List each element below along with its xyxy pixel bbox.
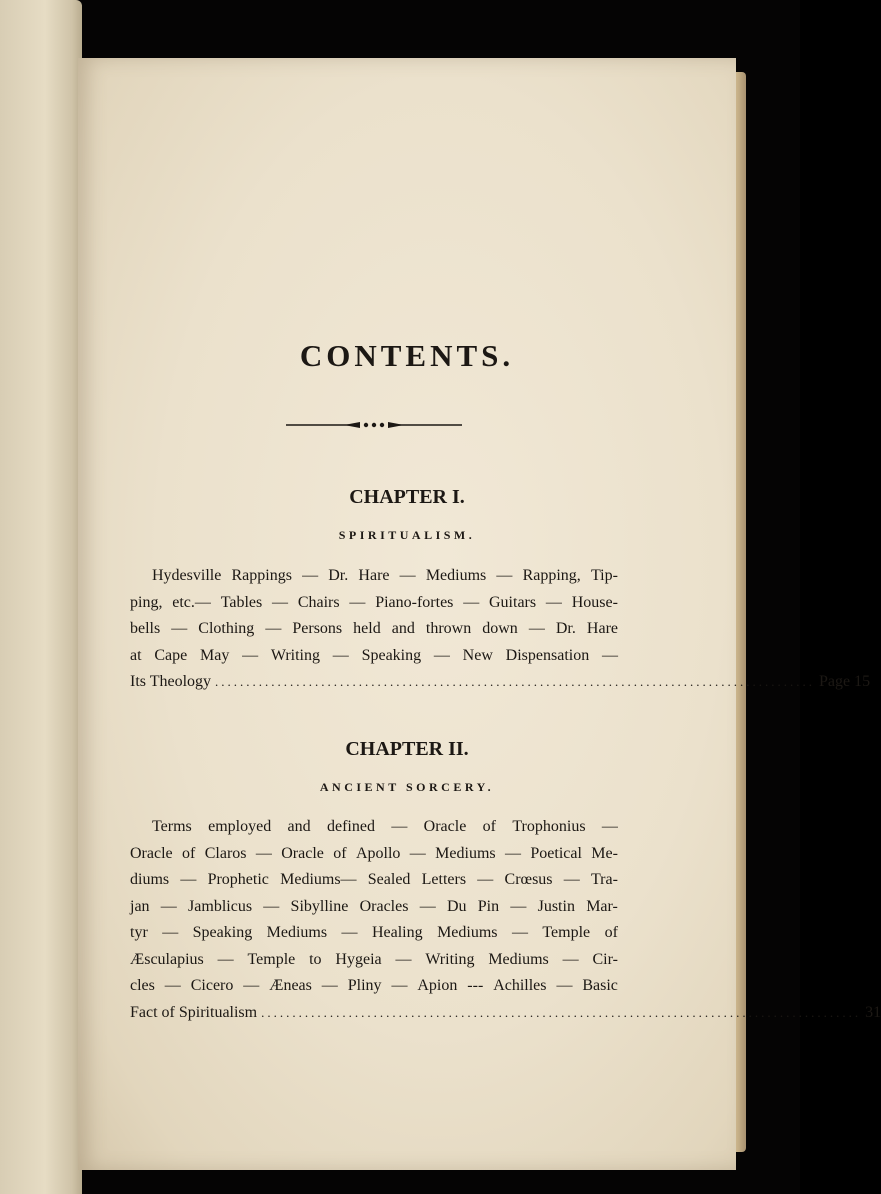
- contents-page: [78, 58, 881, 1170]
- summary-line: [130, 563, 618, 590]
- summary-word: Writing: [270, 646, 320, 664]
- summary-word: —: [349, 593, 366, 611]
- summary-word: Terms: [152, 818, 192, 835]
- summary-word: Chairs: [297, 593, 340, 611]
- summary-word: Pin: [477, 897, 500, 915]
- summary-word: Hare: [586, 620, 618, 637]
- dot-leader: ................................................................................................: [215, 674, 816, 689]
- summary-word: Speaking: [192, 924, 253, 941]
- summary-word: —: [505, 844, 521, 862]
- summary-word: —: [395, 950, 412, 968]
- summary-word: and: [391, 620, 415, 637]
- summary-word: Hygeia: [335, 950, 382, 968]
- chapter-1-subject: SPIRITUALISM.: [338, 528, 476, 542]
- summary-word: Hydesville: [152, 567, 222, 584]
- summary-word: —: [391, 977, 408, 994]
- summary-word: Pliny: [347, 977, 382, 994]
- summary-word: —: [180, 871, 197, 888]
- summary-word: Oracle: [423, 818, 467, 835]
- summary-line: [130, 643, 618, 670]
- summary-word: —: [528, 620, 545, 637]
- summary-word: Jamblicus: [188, 897, 253, 915]
- summary-last-line: [130, 1000, 881, 1027]
- summary-word: defined: [327, 818, 375, 835]
- summary-word: House-: [571, 593, 618, 611]
- summary-word: —: [602, 646, 618, 664]
- summary-word: Clothing: [198, 620, 255, 637]
- summary-word: Letters: [421, 871, 467, 888]
- summary-word: —: [601, 818, 618, 835]
- chapter-1-heading: CHAPTER I.: [349, 486, 465, 508]
- summary-word: —: [272, 593, 289, 611]
- summary-word: —: [243, 977, 260, 994]
- summary-word: Writing: [425, 950, 475, 968]
- summary-word: of: [482, 818, 496, 835]
- summary-word: —: [171, 620, 188, 637]
- summary-word: Tip-: [590, 567, 618, 584]
- summary-word: New: [462, 646, 493, 664]
- summary-word: —: [399, 567, 416, 584]
- page-title: CONTENTS.: [299, 338, 515, 373]
- summary-word: thrown: [425, 620, 472, 637]
- summary-word: Mar-: [586, 897, 618, 915]
- summary-word: Hare: [358, 567, 390, 584]
- summary-word: —: [160, 897, 177, 915]
- summary-line-end: Its Theology: [130, 673, 212, 690]
- summary-word: Æneas: [269, 977, 312, 994]
- summary-word: Mediums: [435, 844, 496, 862]
- summary-word: held: [353, 620, 381, 637]
- chapter-2-subject: ANCIENT SORCERY.: [319, 780, 495, 794]
- summary-word: —: [545, 593, 562, 611]
- summary-line: [130, 814, 618, 841]
- chapter-2-summary: [130, 814, 881, 1026]
- summary-word: —: [419, 897, 436, 915]
- summary-word: Oracles: [359, 897, 409, 915]
- summary-word: at: [130, 646, 142, 664]
- summary-word: Mediums: [266, 924, 328, 941]
- summary-word: —: [162, 924, 179, 941]
- summary-word: Tables: [220, 593, 263, 611]
- summary-word: Achilles: [493, 977, 547, 994]
- summary-word: Apion: [417, 977, 458, 994]
- summary-word: Rappings: [231, 567, 292, 584]
- summary-word: Trophonius: [512, 818, 586, 835]
- chapter-1-summary: [130, 563, 871, 696]
- summary-word: Persons: [292, 620, 343, 637]
- summary-word: of: [333, 844, 347, 862]
- summary-line-end: Fact of Spiritualism: [130, 1003, 258, 1021]
- summary-line: [130, 867, 618, 894]
- summary-word: Cicero: [190, 977, 234, 994]
- summary-word: —: [265, 620, 282, 637]
- summary-word: Claros: [204, 844, 247, 862]
- summary-word: diums: [130, 871, 170, 888]
- summary-word: bells: [130, 620, 161, 637]
- summary-word: to: [309, 950, 322, 968]
- summary-word: —: [242, 646, 259, 664]
- summary-word: Temple: [542, 924, 591, 941]
- summary-word: May: [199, 646, 230, 664]
- summary-word: Rapping,: [522, 567, 581, 584]
- summary-word: Æsculapius: [130, 950, 204, 968]
- summary-word: Temple: [247, 950, 296, 968]
- summary-word: employed: [208, 818, 272, 835]
- summary-word: Cir-: [592, 950, 618, 968]
- summary-word: tyr: [130, 924, 148, 941]
- summary-line: [130, 894, 618, 921]
- summary-word: Mediums: [425, 567, 487, 584]
- summary-word: —: [556, 977, 573, 994]
- summary-word: —: [164, 977, 181, 994]
- summary-word: Healing: [371, 924, 423, 941]
- summary-word: Prophetic: [207, 871, 269, 888]
- summary-line: [130, 947, 618, 974]
- summary-line: [130, 920, 618, 947]
- summary-line: [130, 616, 618, 643]
- ornament-divider: [286, 418, 462, 432]
- summary-word: ---: [467, 977, 484, 994]
- summary-word: —: [477, 871, 494, 888]
- summary-word: —: [217, 950, 234, 968]
- summary-word: cles: [130, 977, 155, 994]
- summary-word: —: [496, 567, 513, 584]
- summary-word: Piano-fortes: [375, 593, 454, 611]
- dot-leader: ................................................................................................: [261, 1004, 862, 1020]
- summary-word: —: [332, 646, 349, 664]
- summary-word: Mediums: [488, 950, 549, 968]
- summary-word: Dr.: [328, 567, 349, 584]
- left-page-edge: [0, 0, 82, 1194]
- summary-word: Cape: [154, 646, 188, 664]
- summary-word: Sibylline: [290, 897, 349, 915]
- summary-word: etc.—: [172, 593, 211, 611]
- summary-word: Speaking: [361, 646, 422, 664]
- summary-word: Mediums—: [280, 871, 357, 888]
- summary-word: down: [482, 620, 518, 637]
- summary-word: Basic: [582, 977, 618, 994]
- summary-word: Crœsus: [504, 871, 553, 888]
- summary-word: —: [433, 646, 450, 664]
- summary-word: —: [510, 897, 527, 915]
- summary-word: —: [391, 818, 408, 835]
- summary-word: Dispensation: [505, 646, 590, 664]
- summary-word: ping,: [130, 593, 163, 611]
- summary-word: Apollo: [355, 844, 401, 862]
- summary-word: —: [463, 593, 480, 611]
- summary-line: [130, 590, 618, 617]
- summary-word: Poetical: [530, 844, 582, 862]
- summary-word: of: [182, 844, 196, 862]
- summary-word: —: [562, 950, 579, 968]
- summary-word: Dr.: [555, 620, 576, 637]
- summary-last-line: [130, 669, 871, 696]
- summary-word: Sealed: [367, 871, 411, 888]
- summary-word: Mediums: [437, 924, 498, 941]
- summary-word: —: [321, 977, 338, 994]
- chapter-2-heading: CHAPTER II.: [345, 738, 469, 760]
- summary-word: Oracle: [281, 844, 324, 862]
- summary-word: Me-: [591, 844, 618, 862]
- summary-word: and: [287, 818, 311, 835]
- summary-word: Tra-: [590, 871, 618, 888]
- summary-word: —: [263, 897, 280, 915]
- summary-word: —: [511, 924, 528, 941]
- summary-word: —: [409, 844, 426, 862]
- summary-word: Guitars: [489, 593, 537, 611]
- summary-word: —: [255, 844, 272, 862]
- summary-line: [130, 973, 618, 1000]
- summary-word: —: [563, 871, 580, 888]
- summary-word: —: [302, 567, 319, 584]
- chapter-2-page-number: 31: [865, 1003, 881, 1021]
- chapter-1-page-number: Page 15: [819, 673, 871, 690]
- summary-word: —: [341, 924, 358, 941]
- summary-word: Justin: [537, 897, 575, 915]
- summary-word: Du: [446, 897, 467, 915]
- summary-word: jan: [130, 897, 150, 915]
- summary-word: of: [604, 924, 618, 941]
- summary-line: [130, 841, 618, 868]
- summary-word: Oracle: [130, 844, 173, 862]
